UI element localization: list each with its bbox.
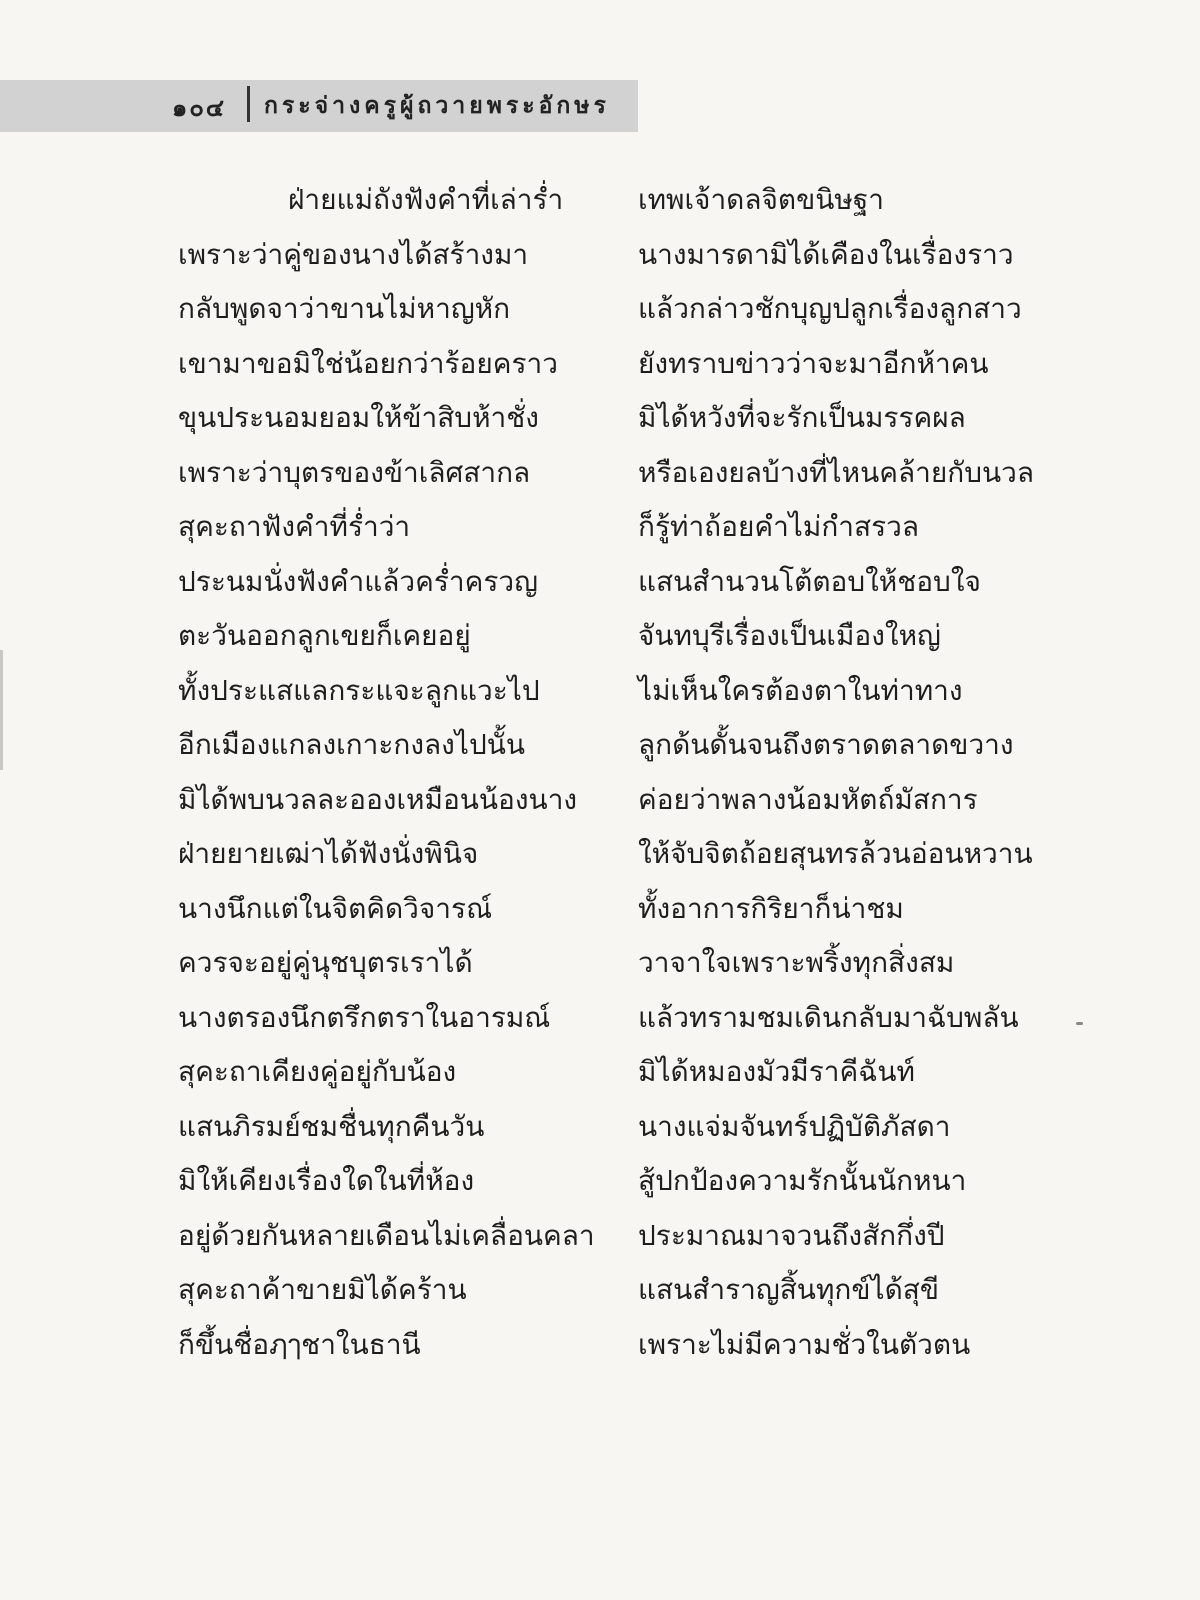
scan-speck: [1076, 1022, 1083, 1025]
verse-right: นางมารดามิได้เคืองในเรื่องราว: [638, 237, 1014, 271]
verse-row: [0, 725, 1200, 780]
verse-right: ลูกด้นดั้นจนถึงตราดตลาดขวาง: [638, 728, 1014, 761]
verse-left: ขุนประนอมยอมให้ข้าสิบห้าชั่ง: [178, 401, 539, 434]
book-title: กระจ่างครูผู้ถวายพระอักษร: [264, 93, 610, 119]
verse-left: มิได้พบนวลละอองเหมือนน้องนาง: [178, 782, 578, 816]
verse-right: ให้จับจิตถ้อยสุนทรล้วนอ่อนหวาน: [638, 837, 1033, 870]
verse-row: [0, 834, 1200, 889]
verse-row: [0, 507, 1200, 562]
verse-right: ประมาณมาจวนถึงสักกึ่งปี: [638, 1218, 945, 1252]
verse-row: [0, 453, 1200, 508]
verse-left: เขามาขอมิใช่น้อยกว่าร้อยคราว: [178, 346, 558, 380]
verse-right: มิได้หมองมัวมีราคีฉันท์: [638, 1055, 915, 1088]
verse-row: [0, 671, 1200, 726]
verse-left: แสนภิรมย์ชมชื่นทุกคืนวัน: [178, 1109, 485, 1143]
verse-row: [0, 616, 1200, 671]
poem-body: [0, 180, 1200, 1379]
verse-right: ค่อยว่าพลางน้อมหัตถ์มัสการ: [638, 782, 978, 816]
verse-row: [0, 780, 1200, 835]
verse-right: เทพเจ้าดลจิตขนิษฐา: [638, 183, 885, 216]
verse-left: เพราะว่าคู่ของนางได้สร้างมา: [178, 237, 529, 271]
page-edge-shadow: [0, 650, 3, 770]
verse-left: เพราะว่าบุตรของข้าเลิศสากล: [178, 455, 531, 489]
verse-row: [0, 889, 1200, 944]
verse-row: [0, 562, 1200, 617]
verse-left: กลับพูดจาว่าขานไม่หาญหัก: [178, 292, 511, 325]
verse-left: ทั้งประแสแลกระแจะลูกแวะไป: [178, 673, 540, 707]
verse-row: [0, 1161, 1200, 1216]
verse-right: ยังทราบข่าวว่าจะมาอีกห้าคน: [638, 346, 989, 380]
verse-left: นางนึกแต่ในจิตคิดวิจารณ์: [178, 891, 493, 925]
verse-right: นางแจ่มจันทร์ปฏิบัติภัสดา: [638, 1109, 951, 1143]
verse-row: [0, 180, 1200, 235]
verse-left: ฝ่ายยายเฒ่าได้ฟังนั่งพินิจ: [178, 837, 479, 870]
running-header: [0, 80, 638, 132]
verse-row: [0, 998, 1200, 1053]
verse-left: ประนมนั่งฟังคำแล้วคร่ำครวญ: [178, 564, 538, 598]
verse-row: [0, 1052, 1200, 1107]
verse-left: สุคะถาเคียงคู่อยู่กับน้อง: [178, 1055, 457, 1088]
verse-right: วาจาใจเพราะพริ้งทุกสิ่งสม: [638, 946, 955, 979]
verse-row: [0, 1325, 1200, 1380]
verse-right: แล้วกล่าวชักบุญปลูกเรื่องลูกสาว: [638, 292, 1022, 325]
verse-left: นางตรองนึกตรึกตราในอารมณ์: [178, 1000, 551, 1034]
verse-right: จันทบุรีเรื่องเป็นเมืองใหญ่: [638, 619, 941, 652]
verse-right: ทั้งอาการกิริยาก็น่าชม: [638, 891, 904, 925]
verse-right: แสนสำราญสิ้นทุกข์ได้สุขี: [638, 1273, 939, 1306]
verse-row: [0, 1107, 1200, 1162]
verse-row: [0, 943, 1200, 998]
verse-row: [0, 289, 1200, 344]
verse-left: ควรจะอยู่คู่นุชบุตรเราได้: [178, 946, 473, 979]
verse-left: สุคะถาค้าขายมิได้คร้าน: [178, 1273, 467, 1306]
verse-row: [0, 344, 1200, 399]
verse-left: ฝ่ายแม่ถังฟังคำที่เล่าร่ำ: [288, 183, 564, 216]
verse-row: [0, 235, 1200, 290]
verse-left: อยู่ด้วยกันหลายเดือนไม่เคลื่อนคลา: [178, 1218, 595, 1252]
page-number: ๑๐๔: [172, 94, 227, 122]
verse-row: [0, 1216, 1200, 1271]
verse-left: ก็ขึ้นชื่อฦๅชาในธานี: [178, 1327, 421, 1361]
verse-right: มิได้หวังที่จะรักเป็นมรรคผล: [638, 401, 966, 434]
verse-row: [0, 398, 1200, 453]
verse-right: สู้ปกป้องความรักนั้นนักหนา: [638, 1164, 967, 1197]
verse-right: หรือเองยลบ้างที่ไหนคล้ายกับนวล: [638, 455, 1035, 489]
verse-right: เพราะไม่มีความชั่วในตัวตน: [638, 1327, 971, 1361]
verse-left: สุคะถาฟังคำที่ร่ำว่า: [178, 510, 411, 543]
header-divider: [247, 86, 250, 122]
verse-right: ก็รู้ท่าถ้อยคำไม่กำสรวล: [638, 510, 920, 543]
verse-left: มิให้เคียงเรื่องใดในที่ห้อง: [178, 1164, 475, 1197]
verse-left: อีกเมืองแกลงเกาะกงลงไปนั้น: [178, 728, 525, 761]
verse-left: ตะวันออกลูกเขยก็เคยอยู่: [178, 619, 471, 652]
verse-right: แล้วทรามชมเดินกลับมาฉับพลัน: [638, 1000, 1019, 1034]
verse-right: แสนสำนวนโต้ตอบให้ชอบใจ: [638, 564, 981, 598]
verse-row: [0, 1270, 1200, 1325]
verse-right: ไม่เห็นใครต้องตาในท่าทาง: [638, 673, 963, 707]
